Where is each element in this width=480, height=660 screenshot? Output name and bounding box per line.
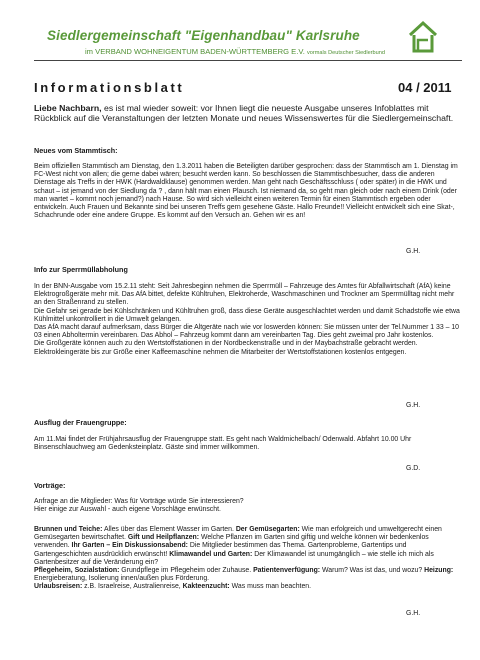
topic-kakteen-text: Was muss man beachten. [229,583,312,591]
sperrmuell-p2: Die Gefahr sei gerade bei Kühlschränken und Kühltruhen groß, dass diese Geräte ausgeschlachtet werden und damit Schadstoffe wie etwa Kühlmittel unkontrolliert in die Umwelt gelangen. [34,307,460,323]
sperrmuell-p5: Elektrokleingeräte bis zur Größe einer Kaffeemaschine nehmen die Mitarbeiter der Wertstoffstationen kostenlos entgegen. [34,348,407,356]
org-sub-small: vormals Deutscher Siedlerbund [306,50,385,56]
ausflug-text: Am 11.Mai findet der Frühjahrsausflug der Frauengruppe statt. Es geht nach Waldmichelbach/ Odenwald. Abfahrt 10.00 Uhr Binsenschlauchweg am Gedenksteinplatz. Gäste sind immer willkommen. [34,436,412,452]
topic-urlaub-label: Urlaubsreisen: [34,583,83,591]
intro-greeting: Liebe Nachbarn, [34,103,102,113]
topic-gift-label: Gift und Heilpflanzen: [127,534,200,542]
sperrmuell-p3: Das AfA macht darauf aufmerksam, dass Bürger die Altgeräte nach wie vor loswerden können: Sie müssen unter der Tel.Nummer 1 33 – 10 03 einen Abholtermin vereinbaren. Das Abhol – Fahrzeug kommt dann am vereinbarten Tag. Dies geht zweimal pro Jahr kostenlos. [34,324,460,340]
stammtisch-text: Beim offiziellen Stammtisch am Dienstag, den 1.3.2011 haben die Beteiligten darüber gesprochen: dass der Stammtisch am 1. Dienstag im FC-West nicht von allen; die gerne dabei wären; besucht werden kann. So beschlossen die Stammtischbesucher, dass die anderen Dienstage als Treffs in der HWK (Hardwaldklause) genommen werden. Man geht nach Geschäftsschluss ( oder später) in die HWK und schaut – ist jemand von der Siedlung da ? , dann hält man einen Plausch. Ist niemand da, so geht man gleich oder nach einem Drink (oder man wartet – kommt noch jemand?) nach Hause. So wird sich vielleicht einen weiteren Termin für einen Stammtisch ergeben oder entwickeln. Auch Frauen und Bekannte sind bei unseren Treffs gern gesehene Gäste. Hallo Freunde!! Vielleicht entwickelt sich eine Skat-, Schachrunde oder eine andere Gruppe. Es kommt auf den Versuch an. Gehen wir es an! [34,163,458,220]
sperrmuell-section [34,283,460,357]
sperrmuell-p1: In der BNN-Ausgabe vom 15.2.11 steht: Seit Jahresbeginn nehmen die Sperrmüll – Fahrzeuge des Amtes für Abfallwirtschaft (AfA) keine Elektrogroßgeräte mehr mit. Das AfA bittet, defekte Kühltruhen, Elektroherde, Waschmaschinen und Trockner am Sperrmülltag nicht mehr an den Straßenrand zu stellen. [34,283,455,307]
topic-klima-text: Der Klimawandel ist unumgänglich – wie stelle ich mich als Gartenbesitzer auf die Veränderung ein? [34,550,434,566]
ausflug-signature: G.D. [406,465,421,472]
issue-number: 04 / 2011 [398,80,452,95]
vortraege-heading: Vorträge: [34,481,66,490]
topic-brunnen-label: Brunnen und Teiche: [34,526,103,533]
topic-heizung-label: Heizung: [424,567,454,575]
topic-heizung-text: Energieberatung, Isolierung innen/außen plus Förderung. [34,575,210,583]
ausflug-section [34,436,460,452]
vortraege-topics [34,526,460,592]
stammtisch-heading: Neues vom Stammtisch: [34,146,118,155]
vortraege-questions [34,498,460,514]
sperrmuell-signature: G.H. [406,402,421,409]
vortraege-q2: Hier einige zur Auswahl - auch eigene Vorschläge erwünscht. [34,506,221,514]
intro-paragraph [34,104,460,123]
topic-pflege-label: Pflegeheim, Sozialstation: [34,567,120,575]
org-name: Siedlergemeinschaft "Eigenhandbau" Karlsruhe [47,28,360,43]
topic-diskussion-text: Die Mitglieder bestimmen das Thema. Gartenprobleme, Gartentips und Gartengeschichten ausdrücklich erwünscht! [34,542,407,558]
topic-urlaub-text: z.B. Israelreise, Australienreise, [82,583,183,591]
page-title: Informationsblatt [34,80,185,95]
vortraege-q1: Anfrage an die Mitglieder: Was für Vorträge würde Sie interessieren? [34,498,244,505]
stammtisch-signature: G.H. [406,248,421,255]
topic-kakteen-label: Kakteenzucht: [182,583,230,591]
ausflug-heading: Ausflug der Frauengruppe: [34,418,127,427]
vortraege-signature: G.H. [406,610,421,617]
intro-text: es ist mal wieder soweit: vor Ihnen liegt die neueste Ausgabe unseres Infoblattes mit Rückblick auf die Veranstaltungen der letzten Monate und neues Wissenswertes für die Siedlergemeinschaft. [34,103,454,123]
sperrmuell-heading: Info zur Sperrmüllabholung [34,265,128,274]
topic-gemuese-text: Wie man erfolgreich und umweltgerecht einen Gemüsegarten bewirtschaftet. [34,526,442,542]
header-divider [34,60,462,61]
topic-klima-label: Klimawandel und Garten: [169,550,253,558]
topic-diskussion-label: Ihr Garten – Ein Diskussionsabend: [71,542,188,550]
org-sub-main: im VERBAND WOHNEIGENTUM BADEN-WÜRTTEMBERG E.V. [85,47,305,56]
topic-gift-text: Welche Pflanzen im Garten sind giftig und welche können wir bedenkenlos verwenden. [34,534,429,550]
sperrmuell-p4: Die Großgeräte können auch zu den Wertstoffstationen in der Nordbeckenstraße und in der Maybachstraße gebracht werden. [34,340,418,348]
topic-patient-text: Warum? Was ist das, und wozu? [320,567,425,575]
topic-gemuese-label: Der Gemüsegarten: [235,526,300,533]
house-logo-icon [408,20,438,54]
topic-pflege-text: Grundpflege im Pflegeheim oder Zuhause. [119,567,254,575]
topic-patient-label: Patientenverfügung: [253,567,321,575]
org-subtitle [85,47,385,56]
topic-brunnen-text: Alles über das Element Wasser im Garten. [102,526,236,533]
stammtisch-section [34,163,460,220]
